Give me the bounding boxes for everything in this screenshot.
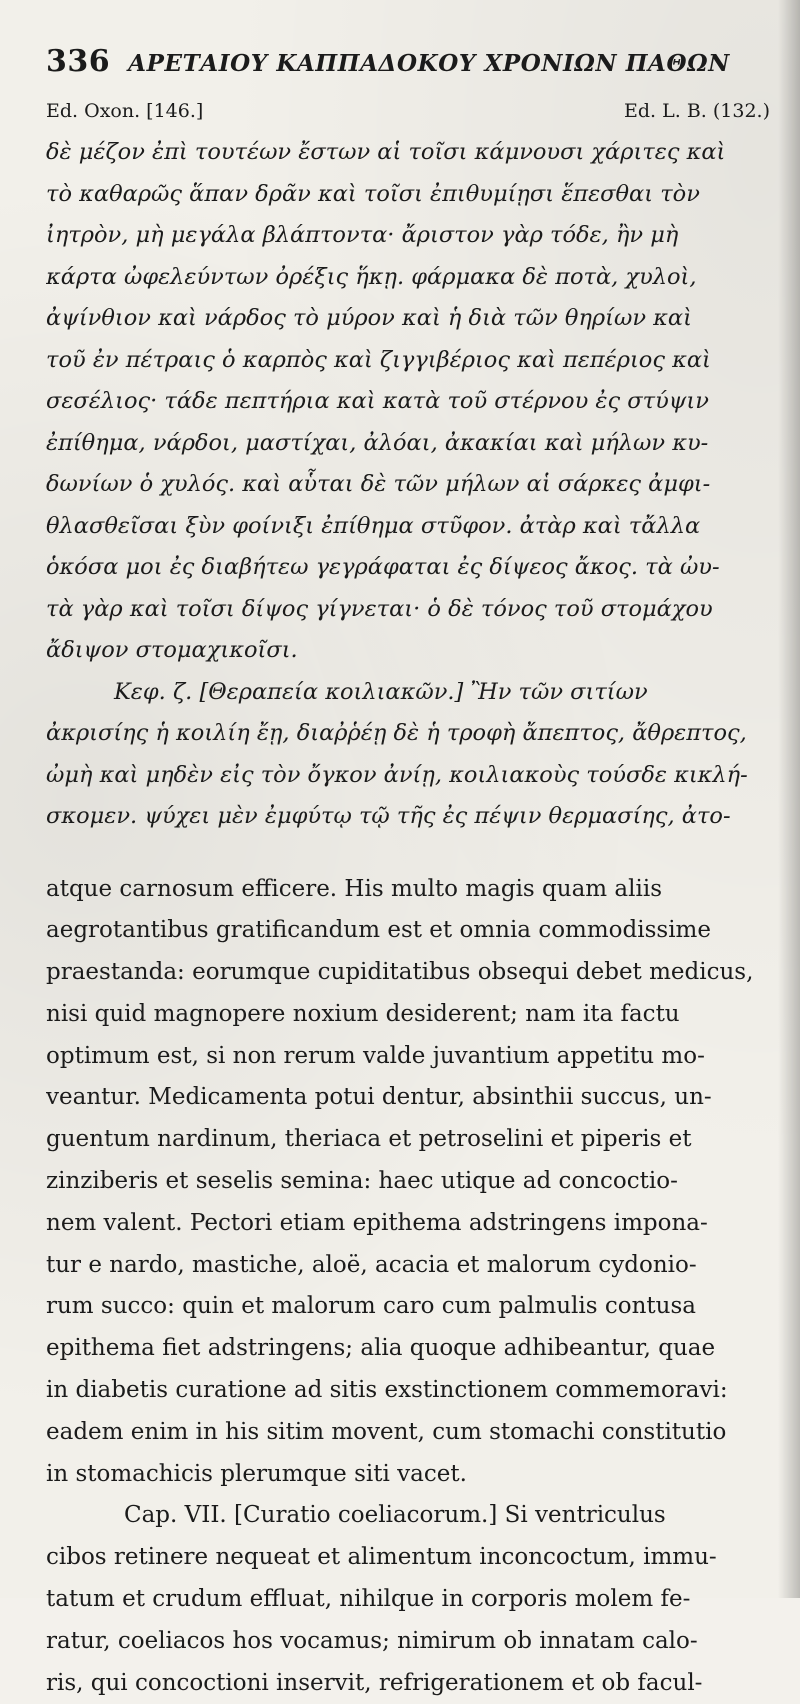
greek-line: τὰ γὰρ καὶ τοῖσι δίψος γίγνεται· ὁ δὲ τόνος τοῦ στομάχου xyxy=(46,589,772,631)
latin-line: optimum est, si non rerum valde juvantium appetitu mo- xyxy=(46,1036,772,1078)
latin-line: atque carnosum efficere. His multo magis quam aliis xyxy=(46,869,772,911)
running-title: ΑΡΕΤΑΙΟΥ ΚΑΠΠΑΔΟΚΟΥ ΧΡΟΝΙΩΝ ΠΑΘΩΝ xyxy=(128,50,730,77)
latin-line: rum succo: quin et malorum caro cum palmulis contusa xyxy=(46,1286,772,1328)
latin-line: guentum nardinum, theriaca et petroselini et piperis et xyxy=(46,1119,772,1161)
section-divider-space xyxy=(46,838,772,869)
latin-line: aegrotantibus gratificandum est et omnia commodissime xyxy=(46,910,772,952)
greek-line: σκομεν. ψύχει μὲν ἐμφύτῳ τῷ τῆς ἐς πέψιν θερμασίης, ἀτο- xyxy=(46,796,772,838)
edition-left-ref: Ed. Oxon. [146.] xyxy=(46,100,203,132)
latin-line: cibos retinere nequeat et alimentum inconcoctum, immu- xyxy=(46,1537,772,1579)
greek-line: ὁκόσα μοι ἐς διαβήτεω γεγράφαται ἐς δίψεος ἄκος. τὰ ὠυ- xyxy=(46,547,772,589)
page-number: 336 xyxy=(46,44,110,79)
greek-line: ἀκρισίης ἡ κοιλίη ἔῃ, διαῤῥέῃ δὲ ἡ τροφὴ ἄπεπτος, ἄθρεπτος, xyxy=(46,713,772,755)
latin-line: ratur, coeliacos hos vocamus; nimirum ob innatam calo- xyxy=(46,1621,772,1663)
greek-chapter-heading-line: Κεφ. ζ. [Θεραπεία κοιλιακῶν.] Ἢν τῶν σιτίων xyxy=(46,672,772,714)
latin-text-block xyxy=(46,869,772,1704)
latin-line: veantur. Medicamenta potui dentur, absinthii succus, un- xyxy=(46,1077,772,1119)
greek-line: κάρτα ὠφελεύντων ὀρέξις ἥκῃ. φάρμακα δὲ ποτὰ, χυλοὶ, xyxy=(46,257,772,299)
greek-line: δὲ μέζον ἐπὶ τουτέων ἔστων αἱ τοῖσι κάμνουσι χάριτες καὶ xyxy=(46,132,772,174)
running-head xyxy=(46,44,772,96)
latin-line: nem valent. Pectori etiam epithema adstringens imponа- xyxy=(46,1203,772,1245)
latin-line: praestanda: eorumque cupiditatibus obsequi debet medicus, xyxy=(46,952,772,994)
latin-line: zinziberis et seselis semina: haec utique ad concoctio- xyxy=(46,1161,772,1203)
latin-line: ris, qui concoctioni inservit, refrigerationem et ob facul- xyxy=(46,1663,772,1704)
edition-reference-line xyxy=(46,100,772,132)
latin-line: epithema fiet adstringens; alia quoque adhibeantur, quae xyxy=(46,1328,772,1370)
greek-line: ὠμὴ καὶ μηδὲν εἰς τὸν ὄγκον ἀνίῃ, κοιλιακοὺς τούσδε κικλή- xyxy=(46,755,772,797)
edition-right-ref: Ed. L. B. (132.) xyxy=(624,100,770,132)
greek-line: δωνίων ὁ χυλός. καὶ αὗται δὲ τῶν μήλων αἱ σάρκες ἀμφι- xyxy=(46,464,772,506)
greek-line: ἐπίθημα, νάρδοι, μαστίχαι, ἀλόαι, ἀκακίαι καὶ μήλων κυ- xyxy=(46,423,772,465)
page-edge-shadow xyxy=(778,0,800,1598)
greek-line: τοῦ ἐν πέτραις ὁ καρπὸς καὶ ζιγγιβέριος καὶ πεπέριος καὶ xyxy=(46,340,772,382)
greek-line: θλασθεῖσαι ξὺν φοίνιξι ἐπίθημα στῦφον. ἀτὰρ καὶ τἄλλα xyxy=(46,506,772,548)
greek-line: τὸ καθαρῶς ἅπαν δρᾶν καὶ τοῖσι ἐπιθυμίῃσι ἕπεσθαι τὸν xyxy=(46,174,772,216)
greek-text-block xyxy=(46,132,772,838)
greek-line: ἰητρὸν, μὴ μεγάλα βλάπτοντα· ἄριστον γὰρ τόδε, ἢν μὴ xyxy=(46,215,772,257)
latin-line: in stomachicis plerumque siti vacet. xyxy=(46,1454,772,1496)
greek-line: ἀψίνθιον καὶ νάρδος τὸ μύρον καὶ ἡ διὰ τῶν θηρίων καὶ xyxy=(46,298,772,340)
greek-line: ἄδιψον στομαχικοῖσι. xyxy=(46,630,772,672)
latin-line: eadem enim in his sitim movent, cum stomachi constitutio xyxy=(46,1412,772,1454)
latin-line: tatum et crudum effluat, nihilque in corporis molem fe- xyxy=(46,1579,772,1621)
greek-line: σεσέλιος· τάδε πεπτήρια καὶ κατὰ τοῦ στέρνου ἐς στύψιν xyxy=(46,381,772,423)
latin-line: nisi quid magnopere noxium desiderent; nam ita factu xyxy=(46,994,772,1036)
latin-chapter-heading-line: Cap. VII. [Curatio coeliacorum.] Si ventriculus xyxy=(46,1495,772,1537)
latin-line: in diabetis curatione ad sitis exstinctionem commemoravi: xyxy=(46,1370,772,1412)
latin-line: tur e nardo, mastiche, aloë, acacia et malorum cydonio- xyxy=(46,1245,772,1287)
